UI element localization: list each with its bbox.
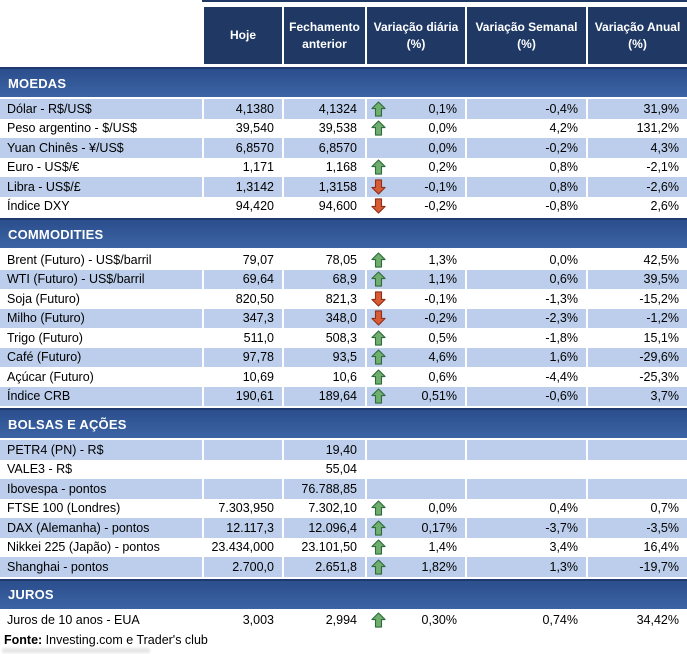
cell-variacao-diaria (365, 177, 465, 197)
row-label: VALE3 - R$ (7, 462, 73, 477)
variacao-diaria-value: -0,1% (424, 179, 457, 194)
table-row (0, 518, 687, 538)
cell-variacao-anual (586, 440, 687, 460)
cell-fechamento-anterior: 348,0 (282, 309, 365, 329)
cell-variacao-anual: 42,5% (586, 250, 687, 270)
cell-hoje (202, 460, 282, 480)
cell-fechamento-anterior: 23.101,50 (282, 538, 365, 558)
cell-variacao-diaria (365, 440, 465, 460)
row-label: Nikkei 225 (Japão) - pontos (7, 540, 160, 555)
cell-fechamento-anterior: 7.302,10 (282, 499, 365, 519)
section-title: COMMODITIES (8, 226, 104, 242)
cell-variacao-semanal: 1,3% (465, 557, 586, 577)
cell-variacao-semanal: 0,74% (465, 611, 586, 631)
cell-fechamento-anterior: 821,3 (282, 289, 365, 309)
cell-hoje: 347,3 (202, 309, 282, 329)
row-label: Milho (Futuro) (7, 311, 85, 326)
cell-variacao-semanal (465, 440, 586, 460)
header-corner-cell (0, 7, 202, 64)
variacao-diaria-value: -0,2% (424, 311, 457, 326)
cell-hoje: 7.303,950 (202, 499, 282, 519)
cell-variacao-semanal (465, 479, 586, 499)
cell-variacao-anual: -2,1% (586, 158, 687, 178)
cell-variacao-diaria (365, 557, 465, 577)
section-title: JUROS (8, 587, 54, 602)
row-label: PETR4 (PN) - R$ (7, 442, 104, 457)
section-header (0, 408, 687, 438)
cell-variacao-diaria (365, 270, 465, 290)
cell-variacao-semanal: -0,8% (465, 197, 586, 217)
cell-variacao-semanal: 3,4% (465, 538, 586, 558)
row-label: Brent (Futuro) - US$/barril (7, 252, 152, 267)
row-label: Peso argentino - $/US$ (7, 121, 137, 136)
cell-hoje: 820,50 (202, 289, 282, 309)
cell-variacao-diaria (365, 460, 465, 480)
cell-fechamento-anterior: 39,538 (282, 119, 365, 139)
cell-fechamento-anterior: 2.651,8 (282, 557, 365, 577)
cell-variacao-anual (586, 479, 687, 499)
row-label: Shanghai - pontos (7, 559, 109, 574)
cutoff-text-artifact (2, 648, 150, 653)
cell-variacao-anual: -29,6% (586, 348, 687, 368)
cell-variacao-semanal: 0,0% (465, 250, 586, 270)
row-label: DAX (Alemanha) - pontos (7, 520, 150, 535)
cell-variacao-anual: -1,2% (586, 309, 687, 329)
up-arrow-icon (371, 120, 386, 136)
cell-variacao-anual: 34,42% (586, 611, 687, 631)
up-arrow-icon (371, 330, 386, 346)
variacao-diaria-value: 0,5% (428, 330, 457, 345)
cell-fechamento-anterior: 1,3158 (282, 177, 365, 197)
cell-hoje (202, 479, 282, 499)
variacao-diaria-value: 1,1% (428, 272, 457, 287)
table-row (0, 440, 687, 460)
up-arrow-icon (371, 520, 386, 536)
row-label: Soja (Futuro) (7, 291, 80, 306)
cell-variacao-anual: 39,5% (586, 270, 687, 290)
column-header: Variação diária (%) (365, 7, 465, 64)
cell-fechamento-anterior: 94,600 (282, 197, 365, 217)
table-row (0, 460, 687, 480)
cell-variacao-semanal: -0,6% (465, 387, 586, 407)
cell-variacao-diaria (365, 197, 465, 217)
column-header: Hoje (202, 7, 282, 64)
up-arrow-icon (371, 539, 386, 555)
cell-variacao-anual: -3,5% (586, 518, 687, 538)
table-row (0, 99, 687, 119)
cell-variacao-diaria (365, 367, 465, 387)
section-header (0, 579, 687, 609)
cell-fechamento-anterior: 19,40 (282, 440, 365, 460)
cell-variacao-anual: 2,6% (586, 197, 687, 217)
cell-variacao-semanal: -3,7% (465, 518, 586, 538)
row-label: Ibovespa - pontos (7, 481, 107, 496)
up-arrow-icon (371, 612, 386, 628)
cell-variacao-semanal (465, 460, 586, 480)
cell-hoje: 4,1380 (202, 99, 282, 119)
cell-hoje: 6,8570 (202, 138, 282, 158)
cell-fechamento-anterior: 76.788,85 (282, 479, 365, 499)
cell-variacao-anual: 31,9% (586, 99, 687, 119)
cell-fechamento-anterior: 68,9 (282, 270, 365, 290)
down-arrow-icon (371, 310, 386, 326)
row-label: Açúcar (Futuro) (7, 369, 94, 384)
source-text: Investing.com e Trader's club (42, 633, 208, 647)
header-top-border (202, 0, 687, 2)
row-label: Yuan Chinês - ¥/US$ (7, 140, 124, 155)
row-label: WTI (Futuro) - US$/barril (7, 272, 145, 287)
cell-fechamento-anterior: 2,994 (282, 611, 365, 631)
source-note (0, 633, 687, 647)
cell-variacao-semanal: 4,2% (465, 119, 586, 139)
variacao-diaria-value: 0,51% (421, 389, 457, 404)
cell-variacao-semanal: -2,3% (465, 309, 586, 329)
row-label: Juros de 10 anos - EUA (7, 613, 140, 628)
cell-variacao-diaria (365, 309, 465, 329)
cell-variacao-anual: 15,1% (586, 328, 687, 348)
cell-variacao-semanal: -0,2% (465, 138, 586, 158)
cell-variacao-diaria (365, 328, 465, 348)
table-row (0, 348, 687, 368)
variacao-diaria-value: 0,6% (428, 369, 457, 384)
up-arrow-icon (371, 500, 386, 516)
cell-fechamento-anterior: 6,8570 (282, 138, 365, 158)
variacao-diaria-value: 0,0% (428, 121, 457, 136)
up-arrow-icon (371, 159, 386, 175)
cell-variacao-diaria (365, 538, 465, 558)
section-title: BOLSAS E AÇÕES (8, 416, 127, 432)
cell-variacao-anual (586, 460, 687, 480)
cell-variacao-semanal: 1,6% (465, 348, 586, 368)
cell-hoje: 12.117,3 (202, 518, 282, 538)
table-row (0, 557, 687, 577)
up-arrow-icon (371, 101, 386, 117)
variacao-diaria-value: 4,6% (428, 350, 457, 365)
variacao-diaria-value: 1,82% (421, 559, 457, 574)
cell-variacao-anual: 131,2% (586, 119, 687, 139)
table-row (0, 328, 687, 348)
cell-variacao-anual: 4,3% (586, 138, 687, 158)
row-label: Trigo (Futuro) (7, 330, 83, 345)
variacao-diaria-value: 0,0% (428, 501, 457, 516)
cell-fechamento-anterior: 12.096,4 (282, 518, 365, 538)
cell-variacao-diaria (365, 250, 465, 270)
table-row (0, 250, 687, 270)
cell-variacao-semanal: -1,8% (465, 328, 586, 348)
cell-variacao-diaria (365, 611, 465, 631)
table-header (0, 0, 687, 65)
cell-hoje: 2.700,0 (202, 557, 282, 577)
column-headers (0, 7, 687, 64)
cell-fechamento-anterior: 93,5 (282, 348, 365, 368)
cell-variacao-anual: -25,3% (586, 367, 687, 387)
cell-hoje: 69,64 (202, 270, 282, 290)
cell-fechamento-anterior: 4,1324 (282, 99, 365, 119)
cell-hoje: 23.434,000 (202, 538, 282, 558)
table-row (0, 270, 687, 290)
row-label: Índice CRB (7, 389, 71, 404)
cell-fechamento-anterior: 55,04 (282, 460, 365, 480)
table-row (0, 177, 687, 197)
row-label: Índice DXY (7, 199, 70, 214)
source-label: Fonte: (4, 633, 43, 647)
column-header: Fechamento anterior (282, 7, 365, 64)
table-row (0, 538, 687, 558)
cell-variacao-diaria (365, 138, 465, 158)
cell-variacao-anual: -19,7% (586, 557, 687, 577)
cell-hoje: 190,61 (202, 387, 282, 407)
table-row (0, 138, 687, 158)
table-row (0, 197, 687, 217)
cell-variacao-anual: 16,4% (586, 538, 687, 558)
cell-variacao-diaria (365, 158, 465, 178)
cell-variacao-anual: 3,7% (586, 387, 687, 407)
cell-variacao-diaria (365, 99, 465, 119)
variacao-diaria-value: 1,4% (428, 540, 457, 555)
table-row (0, 119, 687, 139)
table-row (0, 158, 687, 178)
up-arrow-icon (371, 349, 386, 365)
cell-variacao-diaria (365, 289, 465, 309)
table-row (0, 367, 687, 387)
table-row (0, 289, 687, 309)
down-arrow-icon (371, 198, 386, 214)
cell-variacao-anual: -2,6% (586, 177, 687, 197)
cell-variacao-semanal: -0,4% (465, 99, 586, 119)
row-label: Euro - US$/€ (7, 160, 80, 175)
cell-variacao-diaria (365, 499, 465, 519)
cell-variacao-semanal: 0,6% (465, 270, 586, 290)
variacao-diaria-value: 0,1% (428, 101, 457, 116)
cell-hoje: 97,78 (202, 348, 282, 368)
cell-variacao-diaria (365, 387, 465, 407)
variacao-diaria-value: 1,3% (428, 252, 457, 267)
up-arrow-icon (371, 252, 386, 268)
variacao-diaria-value: 0,17% (421, 520, 457, 535)
variacao-diaria-value: -0,1% (424, 291, 457, 306)
down-arrow-icon (371, 291, 386, 307)
column-header: Variação Anual (%) (586, 7, 687, 64)
variacao-diaria-value: 0,2% (428, 160, 457, 175)
cell-fechamento-anterior: 10,6 (282, 367, 365, 387)
row-label: Libra - US$/£ (7, 179, 81, 194)
cell-hoje: 79,07 (202, 250, 282, 270)
section-header (0, 67, 687, 97)
cell-hoje: 3,003 (202, 611, 282, 631)
row-label: FTSE 100 (Londres) (7, 501, 121, 516)
cell-hoje: 511,0 (202, 328, 282, 348)
cell-hoje: 94,420 (202, 197, 282, 217)
cell-hoje (202, 440, 282, 460)
up-arrow-icon (371, 388, 386, 404)
cell-fechamento-anterior: 1,168 (282, 158, 365, 178)
variacao-diaria-value: 0,0% (428, 140, 457, 155)
variacao-diaria-value: 0,30% (421, 613, 457, 628)
cell-hoje: 1,3142 (202, 177, 282, 197)
down-arrow-icon (371, 179, 386, 195)
cell-variacao-semanal: 0,4% (465, 499, 586, 519)
cell-variacao-semanal: 0,8% (465, 158, 586, 178)
cell-variacao-semanal: -4,4% (465, 367, 586, 387)
up-arrow-icon (371, 271, 386, 287)
column-header: Variação Semanal (%) (465, 7, 586, 64)
row-label: Café (Futuro) (7, 350, 82, 365)
cell-fechamento-anterior: 78,05 (282, 250, 365, 270)
section-title: MOEDAS (8, 75, 67, 91)
cell-variacao-anual: -15,2% (586, 289, 687, 309)
cell-variacao-semanal: -1,3% (465, 289, 586, 309)
section-header (0, 218, 687, 248)
cell-hoje: 10,69 (202, 367, 282, 387)
row-label: Dólar - R$/US$ (7, 101, 92, 116)
cell-fechamento-anterior: 508,3 (282, 328, 365, 348)
cell-hoje: 39,540 (202, 119, 282, 139)
table-row (0, 309, 687, 329)
cell-hoje: 1,171 (202, 158, 282, 178)
variacao-diaria-value: -0,2% (424, 199, 457, 214)
cell-variacao-anual: 0,7% (586, 499, 687, 519)
table-row (0, 479, 687, 499)
table-row (0, 387, 687, 407)
cell-variacao-diaria (365, 348, 465, 368)
cell-variacao-diaria (365, 479, 465, 499)
table-body (0, 67, 687, 630)
up-arrow-icon (371, 559, 386, 575)
cell-variacao-diaria (365, 119, 465, 139)
table-row (0, 611, 687, 631)
up-arrow-icon (371, 369, 386, 385)
cell-variacao-semanal: 0,8% (465, 177, 586, 197)
cell-fechamento-anterior: 189,64 (282, 387, 365, 407)
cell-variacao-diaria (365, 518, 465, 538)
table-row (0, 499, 687, 519)
